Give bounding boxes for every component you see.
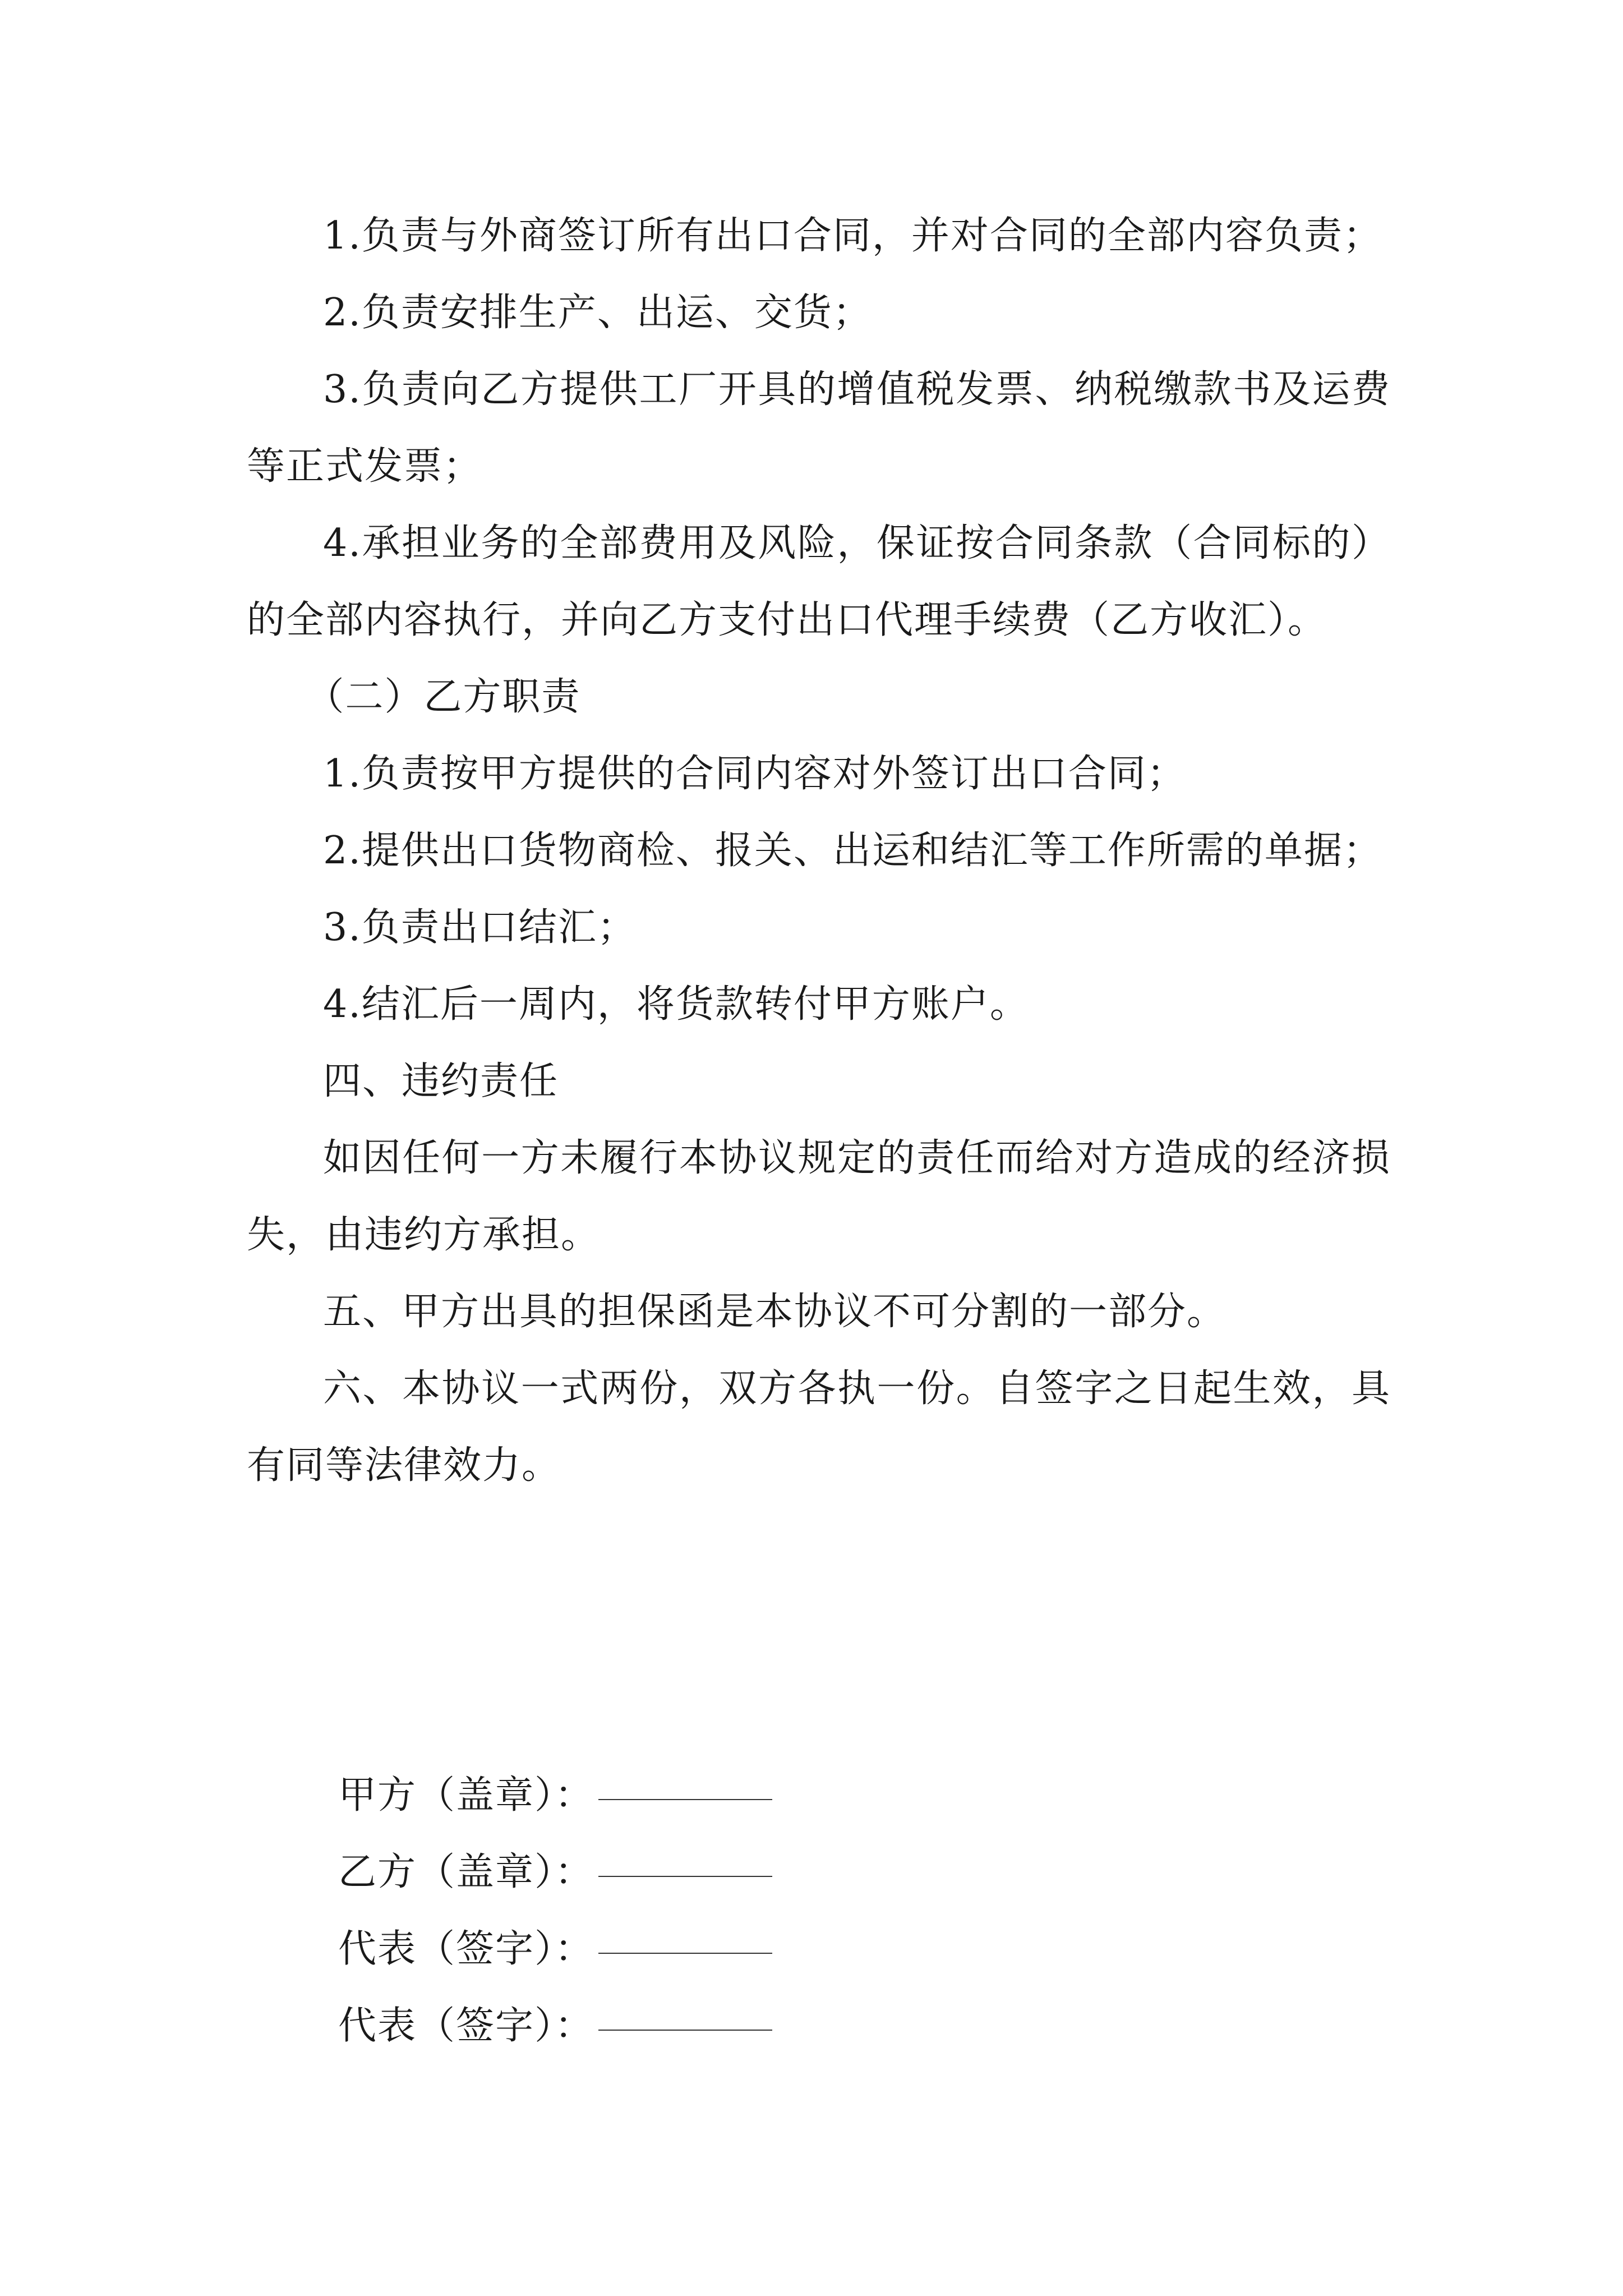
signature-blank[interactable] [598,1765,772,1800]
clause-breach-liability: 如因任何一方未履行本协议规定的责任而给对方造成的经济损失，由违约方承担。 [247,1136,1391,1257]
clause-party-b-4: 4.结汇后一周内，将货款转付甲方账户。 [323,982,1029,1027]
clause-party-b-3: 3.负责出口结汇； [323,905,637,950]
clause-copies-effect: 六、本协议一式两份，双方各执一份。自签字之日起生效，具有同等法律效力。 [247,1366,1391,1488]
clause-party-b-2: 2.提供出口货物商检、报关、出运和结汇等工作所需的单据； [323,829,1382,873]
section-heading-party-b: （二）乙方职责 [306,675,581,719]
signature-label: 代表（签字）： [338,2004,594,2048]
clause-guarantee-letter: 五、甲方出具的担保函是本协议不可分割的一部分。 [323,1290,1227,1334]
signature-line-representative-a [247,1896,1391,1973]
signature-line-party-b [247,1819,1391,1896]
document-body [247,197,1391,1504]
signature-blank[interactable] [598,1919,772,1954]
signature-label: 乙方（盖章）： [338,1850,594,1894]
signature-line-representative-b [247,1973,1391,2050]
signature-label: 代表（签字）： [338,1927,594,1971]
clause-party-a-4: 4.承担业务的全部费用及风险，保证按合同条款（合同标的）的全部内容执行，并向乙方支付出口代理手续费（乙方收汇）。 [247,521,1391,642]
signature-blank[interactable] [598,1996,772,2031]
clause-party-a-3: 3.负责向乙方提供工厂开具的增值税发票、纳税缴款书及运费等正式发票； [247,367,1391,489]
signature-label: 甲方（盖章）： [338,1773,594,1818]
clause-party-a-1: 1.负责与外商签订所有出口合同，并对合同的全部内容负责； [323,214,1382,258]
signature-block [247,1742,1391,2050]
section-heading-breach: 四、违约责任 [323,1059,559,1103]
signature-line-party-a [247,1742,1391,1819]
signature-blank[interactable] [598,1842,772,1877]
clause-party-b-1: 1.负责按甲方提供的合同内容对外签订出口合同； [323,752,1186,796]
clause-party-a-2: 2.负责安排生产、出运、交货； [323,291,872,335]
